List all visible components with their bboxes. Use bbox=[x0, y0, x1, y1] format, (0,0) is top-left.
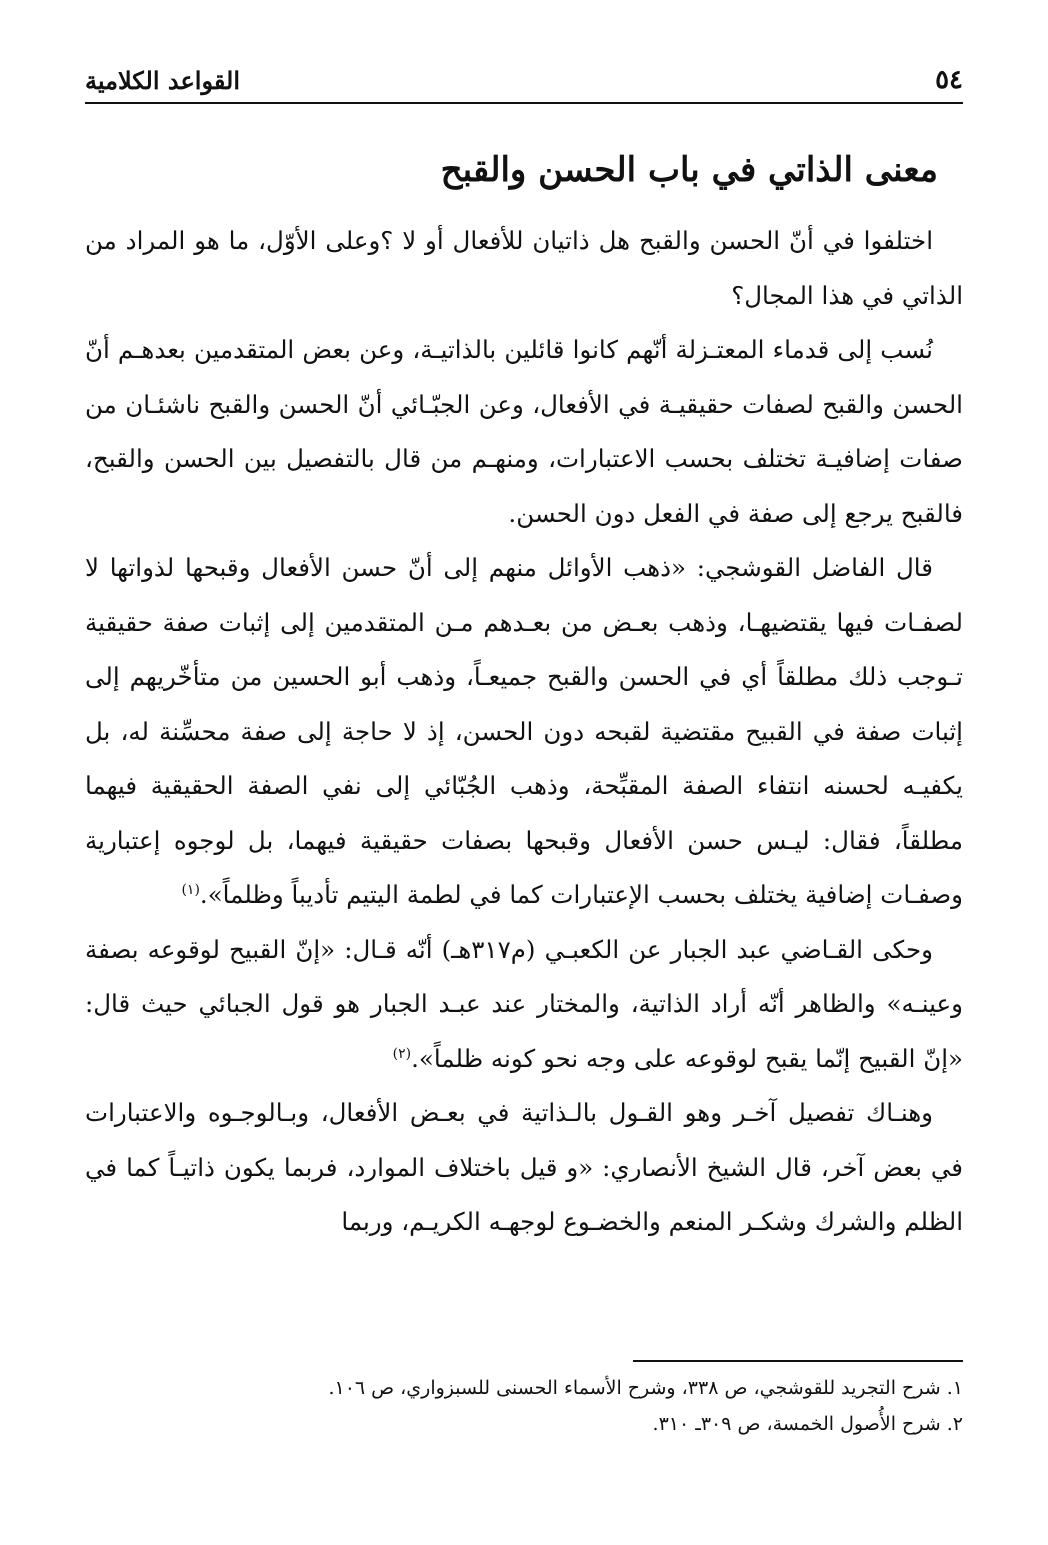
paragraph-text: وهنـاك تفصيل آخـر وهو القـول بالـذاتية في بعـض الأفعال، وبـالوجـوه والاعتبارات في بعض آخر، قال الشيخ الأنصاري: «و قيل باختلاف الموارد، فربما يكون ذاتيـاً كما في الظلم والشرك وشكـر المنعم والخضـوع لوجهـه الكريـم، وربما bbox=[85, 1098, 963, 1236]
footnote-divider bbox=[633, 1360, 963, 1362]
paragraph-text: وحكى القـاضي عبد الجبار عن الكعبـي (م٣١٧هـ) أنّه قـال: «إنّ القبيح لوقوعه بصفة وعينـه» والظاهر أنّه أراد الذاتية، والمختار عند عبـد الجبار هو قول الجبائي حيث قال: «إنّ القبيح إنّما يقبح لوقوعه على وجه نحو كونه ظلماً». bbox=[85, 934, 963, 1073]
footnote-ref-2: (٢) bbox=[392, 1045, 412, 1062]
footnotes bbox=[85, 1370, 963, 1442]
paragraph-4 bbox=[85, 923, 963, 1087]
footnote-1: ١. شرح التجريد للقوشجي، ص ٣٣٨، وشرح الأسماء الحسنى للسبزواري، ص ١٠٦. bbox=[328, 1377, 963, 1399]
page-number: ٥٤ bbox=[935, 65, 963, 95]
paragraph-text: نُسب إلى قدماء المعتـزلة أنّهم كانوا قائلين بالذاتيـة، وعن بعض المتقدمين بعدهـم أنّ الحسن والقبح لصفات حقيقيـة في الأفعال، وعن الجبّـائي أنّ الحسن والقبح ناشئـان من صفات إضافيـة تختلف بحسب الاعتبارات، ومنهـم من قال بالتفصيل بين الحسن والقبح، فالقبح يرجع إلى صفة في الفعل دون الحسن. bbox=[85, 335, 963, 528]
paragraph-5 bbox=[85, 1086, 963, 1250]
paragraph-1 bbox=[85, 214, 963, 323]
running-header bbox=[85, 58, 963, 104]
section-title: معنى الذاتي في باب الحسن والقبح bbox=[440, 150, 938, 190]
body-text bbox=[85, 214, 963, 1250]
book-title: القواعد الكلامية bbox=[85, 65, 240, 95]
paragraph-3 bbox=[85, 541, 963, 923]
footnote-ref-1: (١) bbox=[181, 881, 200, 898]
footnote-2: ٢. شرح الأُصول الخمسة، ص ٣٠٩ـ ٣١٠. bbox=[652, 1413, 963, 1435]
paragraph-2 bbox=[85, 323, 963, 541]
paragraph-text: اختلفوا في أنّ الحسن والقبح هل ذاتيان للأفعال أو لا ؟وعلى الأوّل، ما هو المراد من الذاتي في هذا المجال؟ bbox=[85, 226, 963, 310]
paragraph-text: قال الفاضل القوشجي: «ذهب الأوائل منهم إلى أنّ حسن الأفعال وقبحها لذواتها لا لصفـات فيها يقتضيهـا، وذهب بعـض من بعـدهم مـن المتقدمين إلى إثبات صفة حقيقية تـوجب ذلك مطلقاً أي في الحسن والقبح جميعـاً، وذهب أبو الحسين من متأخّريهم إلى إثبات صفة في القبيح مقتضية لقبحه دون الحسن، إذ لا حاجة إلى صفة محسِّنة له، بل يكفيـه لحسنه انتفاء الصفة المقبِّحة، وذهب الجُبّائي إلى نفي الصفة الحقيقية فيهما مطلقاً، فقال: ليـس حسن الأفعال وقبحها بصفات حقيقية فيهما، بل لوجوه إعتبارية وصفـات إضافية يختلف بحسب الإعتبارات كما في لطمة اليتيم تأديباً وظلماً». bbox=[85, 553, 963, 909]
